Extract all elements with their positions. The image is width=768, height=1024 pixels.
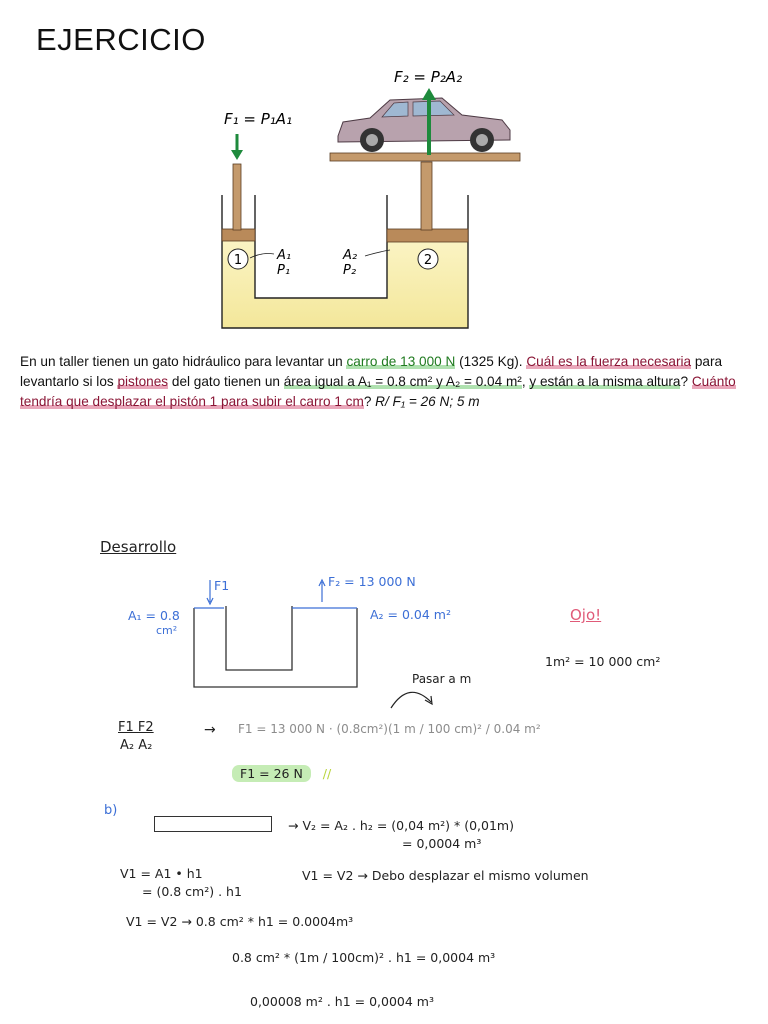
pasar-note: Pasar a m bbox=[412, 672, 472, 686]
a1-label: A₁ bbox=[277, 248, 292, 263]
piston-1-number: 1 bbox=[233, 253, 243, 268]
a2-label: A₂ bbox=[343, 248, 358, 263]
highlight-displacement: Cuánto tendría que desplazar el pistón 1 para subir el carro 1 cm bbox=[20, 374, 736, 409]
highlight-areas: área igual a A₁ = 0.8 cm² y A₂ = 0.04 m² bbox=[283, 374, 522, 389]
problem-text: del gato tienen un bbox=[168, 374, 284, 389]
v1-substitution: = (0.8 cm²) . h1 bbox=[142, 884, 242, 899]
f1-formula: F₁ = P₁A₁ bbox=[224, 110, 293, 128]
problem-text: En un taller tienen un gato hidráulico para levantar un bbox=[20, 354, 347, 369]
f2-formula: F₂ = P₂A₂ bbox=[394, 68, 463, 86]
problem-text: (1325 Kg). bbox=[455, 354, 527, 369]
ojo-note: Ojo! bbox=[570, 606, 602, 624]
curved-arrow-icon bbox=[385, 684, 445, 712]
car-illustration bbox=[338, 98, 510, 152]
highlight-height: y están a la misma altura bbox=[529, 374, 681, 389]
ratio-numerators: F1 F2 bbox=[118, 720, 154, 735]
problem-text: ? bbox=[363, 394, 376, 409]
f1-arrow-label: F1 bbox=[214, 578, 230, 593]
equation-5: 0,00008 m² . h1 = 0,0004 m³ bbox=[250, 994, 434, 1009]
piston-2-number: 2 bbox=[423, 253, 433, 268]
result-f1 bbox=[232, 766, 331, 781]
f1-arrow bbox=[231, 134, 243, 160]
result-f1-value: F1 = 26 N bbox=[232, 765, 311, 782]
a1-unit-note: cm² bbox=[156, 624, 178, 637]
highlight-weight: carro de 13 000 N bbox=[346, 354, 456, 369]
problem-text: ? bbox=[680, 374, 692, 389]
problem-text: para levantarlo si los bbox=[20, 354, 723, 389]
piston-2 bbox=[387, 229, 468, 242]
highlight-question: Cuál es la fuerza necesaria bbox=[526, 354, 692, 369]
p1-label: P₁ bbox=[277, 263, 291, 278]
hydraulic-jack-figure bbox=[210, 60, 530, 335]
equation-4: 0.8 cm² * (1m / 100cm)² . h1 = 0,0004 m³ bbox=[232, 950, 496, 965]
p2-label: P₂ bbox=[343, 263, 357, 278]
notes-heading: Desarrollo bbox=[100, 538, 177, 556]
check-marks: // bbox=[322, 766, 332, 781]
a2-note: A₂ = 0.04 m² bbox=[370, 607, 451, 622]
equation-3: V1 = V2 → 0.8 cm² * h1 = 0.0004m³ bbox=[126, 914, 354, 929]
part-b-label: b) bbox=[104, 803, 118, 818]
equal-volume-note: V1 = V2 → Debo desplazar el mismo volumen bbox=[302, 868, 589, 883]
answer: R/ F₁ = 26 N; 5 m bbox=[375, 394, 480, 409]
force-calculation: F1 = 13 000 N · (0.8cm²)(1 m / 100 cm)² / 0.04 m² bbox=[238, 722, 541, 736]
page-title: EJERCICIO bbox=[36, 22, 206, 57]
piston-2-rod bbox=[421, 162, 432, 230]
slab-sketch bbox=[154, 816, 272, 832]
car-platform bbox=[330, 153, 520, 161]
highlight-pistons: pistones bbox=[117, 374, 169, 389]
piston-1-rod bbox=[233, 164, 241, 230]
implies-arrow: → bbox=[204, 722, 216, 738]
f2-arrow-label: F₂ = 13 000 N bbox=[328, 574, 416, 589]
a1-note: A₁ = 0.8 bbox=[128, 608, 180, 623]
problem-text: , bbox=[521, 374, 530, 389]
v2-equation: → V₂ = A₂ . h₂ = (0,04 m²) * (0,01m) bbox=[288, 818, 514, 833]
ratio-denominators: A₂ A₂ bbox=[120, 738, 153, 753]
unit-conversion: 1m² = 10 000 cm² bbox=[545, 654, 661, 669]
v2-result: = 0,0004 m³ bbox=[402, 836, 482, 851]
problem-statement bbox=[20, 352, 758, 412]
v1-equation: V1 = A1 • h1 bbox=[120, 866, 203, 881]
piston-1 bbox=[222, 229, 255, 241]
